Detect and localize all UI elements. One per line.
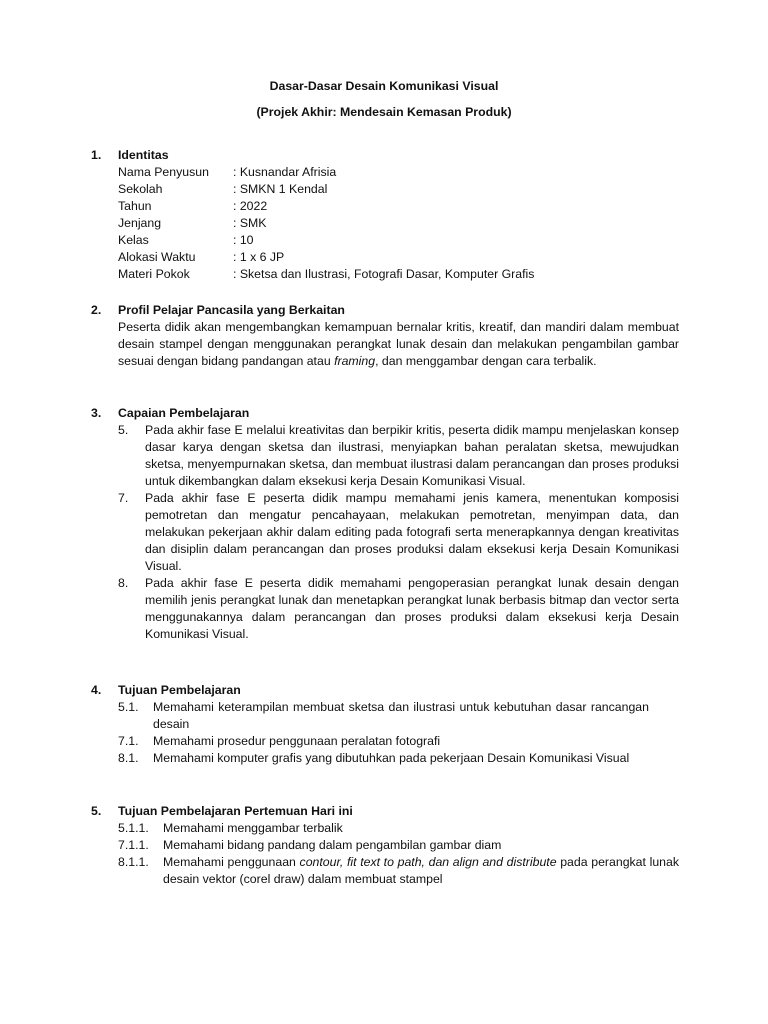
list-item-text-em: contour, fit text to path, dan align and distribute [299,855,557,869]
profil-text-b: , dan menggambar dengan cara terbalik. [375,354,597,368]
section-heading [91,302,679,319]
tujuan-list [91,699,679,767]
identity-label: Tahun [118,199,152,213]
identity-label: Alokasi Waktu [118,250,196,264]
section-pertemuan [91,803,679,888]
document-title: Dasar-Dasar Desain Komunikasi Visual [269,79,499,93]
section-tujuan [91,682,679,767]
list-item-text: Pada akhir fase E peserta didik mampu memahami jenis kamera, menentukan komposisi pemotretan dan mengatur pencahayaan, melakukan pemotretan, menyimpan data, dan melakukan pekerjaan akhir dalam editing pada fotografi serta menerapkannya dengan kreativitas dan disiplin dalam perancangan dan proses produksi dalam eksekusi kerja Desain Komunikasi Visual. [145,491,679,573]
list-item-text: Memahami bidang pandang dalam pengambilan gambar diam [163,838,502,852]
identity-row [118,266,679,283]
section-identitas [91,147,679,283]
list-item-number: 7.1. [118,734,139,748]
list-item [118,837,679,854]
list-item-text: Memahami prosedur penggunaan peralatan fotografi [153,734,441,748]
profil-text-a: Peserta didik akan mengembangkan kemampuan bernalar kritis, kreatif, dan mandiri dalam membuat desain stampel dengan menggunakan perangkat lunak desain dan melakukan pengambilan gambar sesuai dengan bidang pandangan atau [118,320,679,368]
identity-row [118,215,679,232]
identity-table [91,164,679,283]
list-item-text: Memahami komputer grafis yang dibutuhkan pada pekerjaan Desain Komunikasi Visual [153,751,630,765]
identity-label: Jenjang [118,216,162,230]
list-item-number: 5.1.1. [118,821,149,835]
list-item-number: 5. [118,423,129,437]
section-number: 1. [91,148,102,162]
identity-value: : 1 x 6 JP [233,250,285,264]
section-number: 2. [91,303,102,317]
list-item-text-a: Memahami penggunaan [163,855,296,869]
list-item [118,699,679,733]
identity-row [118,198,679,215]
list-item [118,422,679,490]
identity-label: Materi Pokok [118,267,190,281]
list-item-number: 8. [118,576,129,590]
section-number: 5. [91,804,102,818]
section-heading [91,405,679,422]
list-item-number: 5.1. [118,700,139,714]
list-item-number: 8.1.1. [118,855,149,869]
list-item-number: 7.1.1. [118,838,149,852]
identity-label: Sekolah [118,182,163,196]
identity-value: : SMK [233,216,267,230]
identity-row [118,249,679,266]
identity-value: : 2022 [233,199,268,213]
list-item-number: 8.1. [118,751,139,765]
identity-value: : Sketsa dan Ilustrasi, Fotografi Dasar, Komputer Grafis [233,267,535,281]
section-heading-text: Tujuan Pembelajaran [118,683,241,697]
section-heading [91,147,679,164]
section-heading-text: Capaian Pembelajaran [118,406,250,420]
identity-row [118,232,679,249]
section-heading-text: Profil Pelajar Pancasila yang Berkaitan [118,303,345,317]
profil-text-framing: framing [334,354,376,368]
list-item-text: Memahami menggambar terbalik [163,821,343,835]
list-item [118,490,679,575]
section-profil [91,302,679,370]
identity-value: : Kusnandar Afrisia [233,165,337,179]
identity-label: Nama Penyusun [118,165,209,179]
section-capaian [91,405,679,643]
list-item-number: 7. [118,491,129,505]
identity-value: : SMKN 1 Kendal [233,182,328,196]
list-item [118,820,679,837]
section-number: 3. [91,406,102,420]
pertemuan-list [91,820,679,888]
list-item [118,733,679,750]
list-item [118,750,679,767]
identity-value: : 10 [233,233,254,247]
section-heading [91,682,679,699]
list-item-text: Pada akhir fase E peserta didik memahami pengoperasian perangkat lunak desain dengan memilih jenis perangkat lunak dan menetapkan perangkat lunak berbasis bitmap dan vector serta menggunakannya dalam perancangan dan proses produksi dalam eksekusi kerja Desain Komunikasi Visual. [145,576,679,641]
list-item [118,575,679,643]
capaian-list [91,422,679,643]
identity-label: Kelas [118,233,149,247]
section-number: 4. [91,683,102,697]
list-item [118,854,679,888]
list-item-text: Pada akhir fase E melalui kreativitas dan berpikir kritis, peserta didik mampu menjelaskan konsep dasar karya dengan sketsa dan ilustrasi, menyiapkan bahan peralatan sketsa, mewujudkan sketsa, menyempurnakan sketsa, dan membuat ilustrasi dalam perancangan dan proses produksi untuk dikembangkan dalam eksekusi kerja Desain Komunikasi Visual. [145,423,679,488]
identity-row [118,164,679,181]
section-heading [91,803,679,820]
section-heading-text: Identitas [118,148,169,162]
section-heading-text: Tujuan Pembelajaran Pertemuan Hari ini [118,804,353,818]
document-subtitle: (Projek Akhir: Mendesain Kemasan Produk) [256,105,512,119]
profil-paragraph [91,319,679,370]
list-item-text-b: pada perangkat lunak desain vektor (corel draw) dalam membuat stampel [163,855,679,886]
list-item-text: Memahami keterampilan membuat sketsa dan ilustrasi untuk kebutuhan dasar rancangan desain [153,700,649,731]
identity-row [118,181,679,198]
